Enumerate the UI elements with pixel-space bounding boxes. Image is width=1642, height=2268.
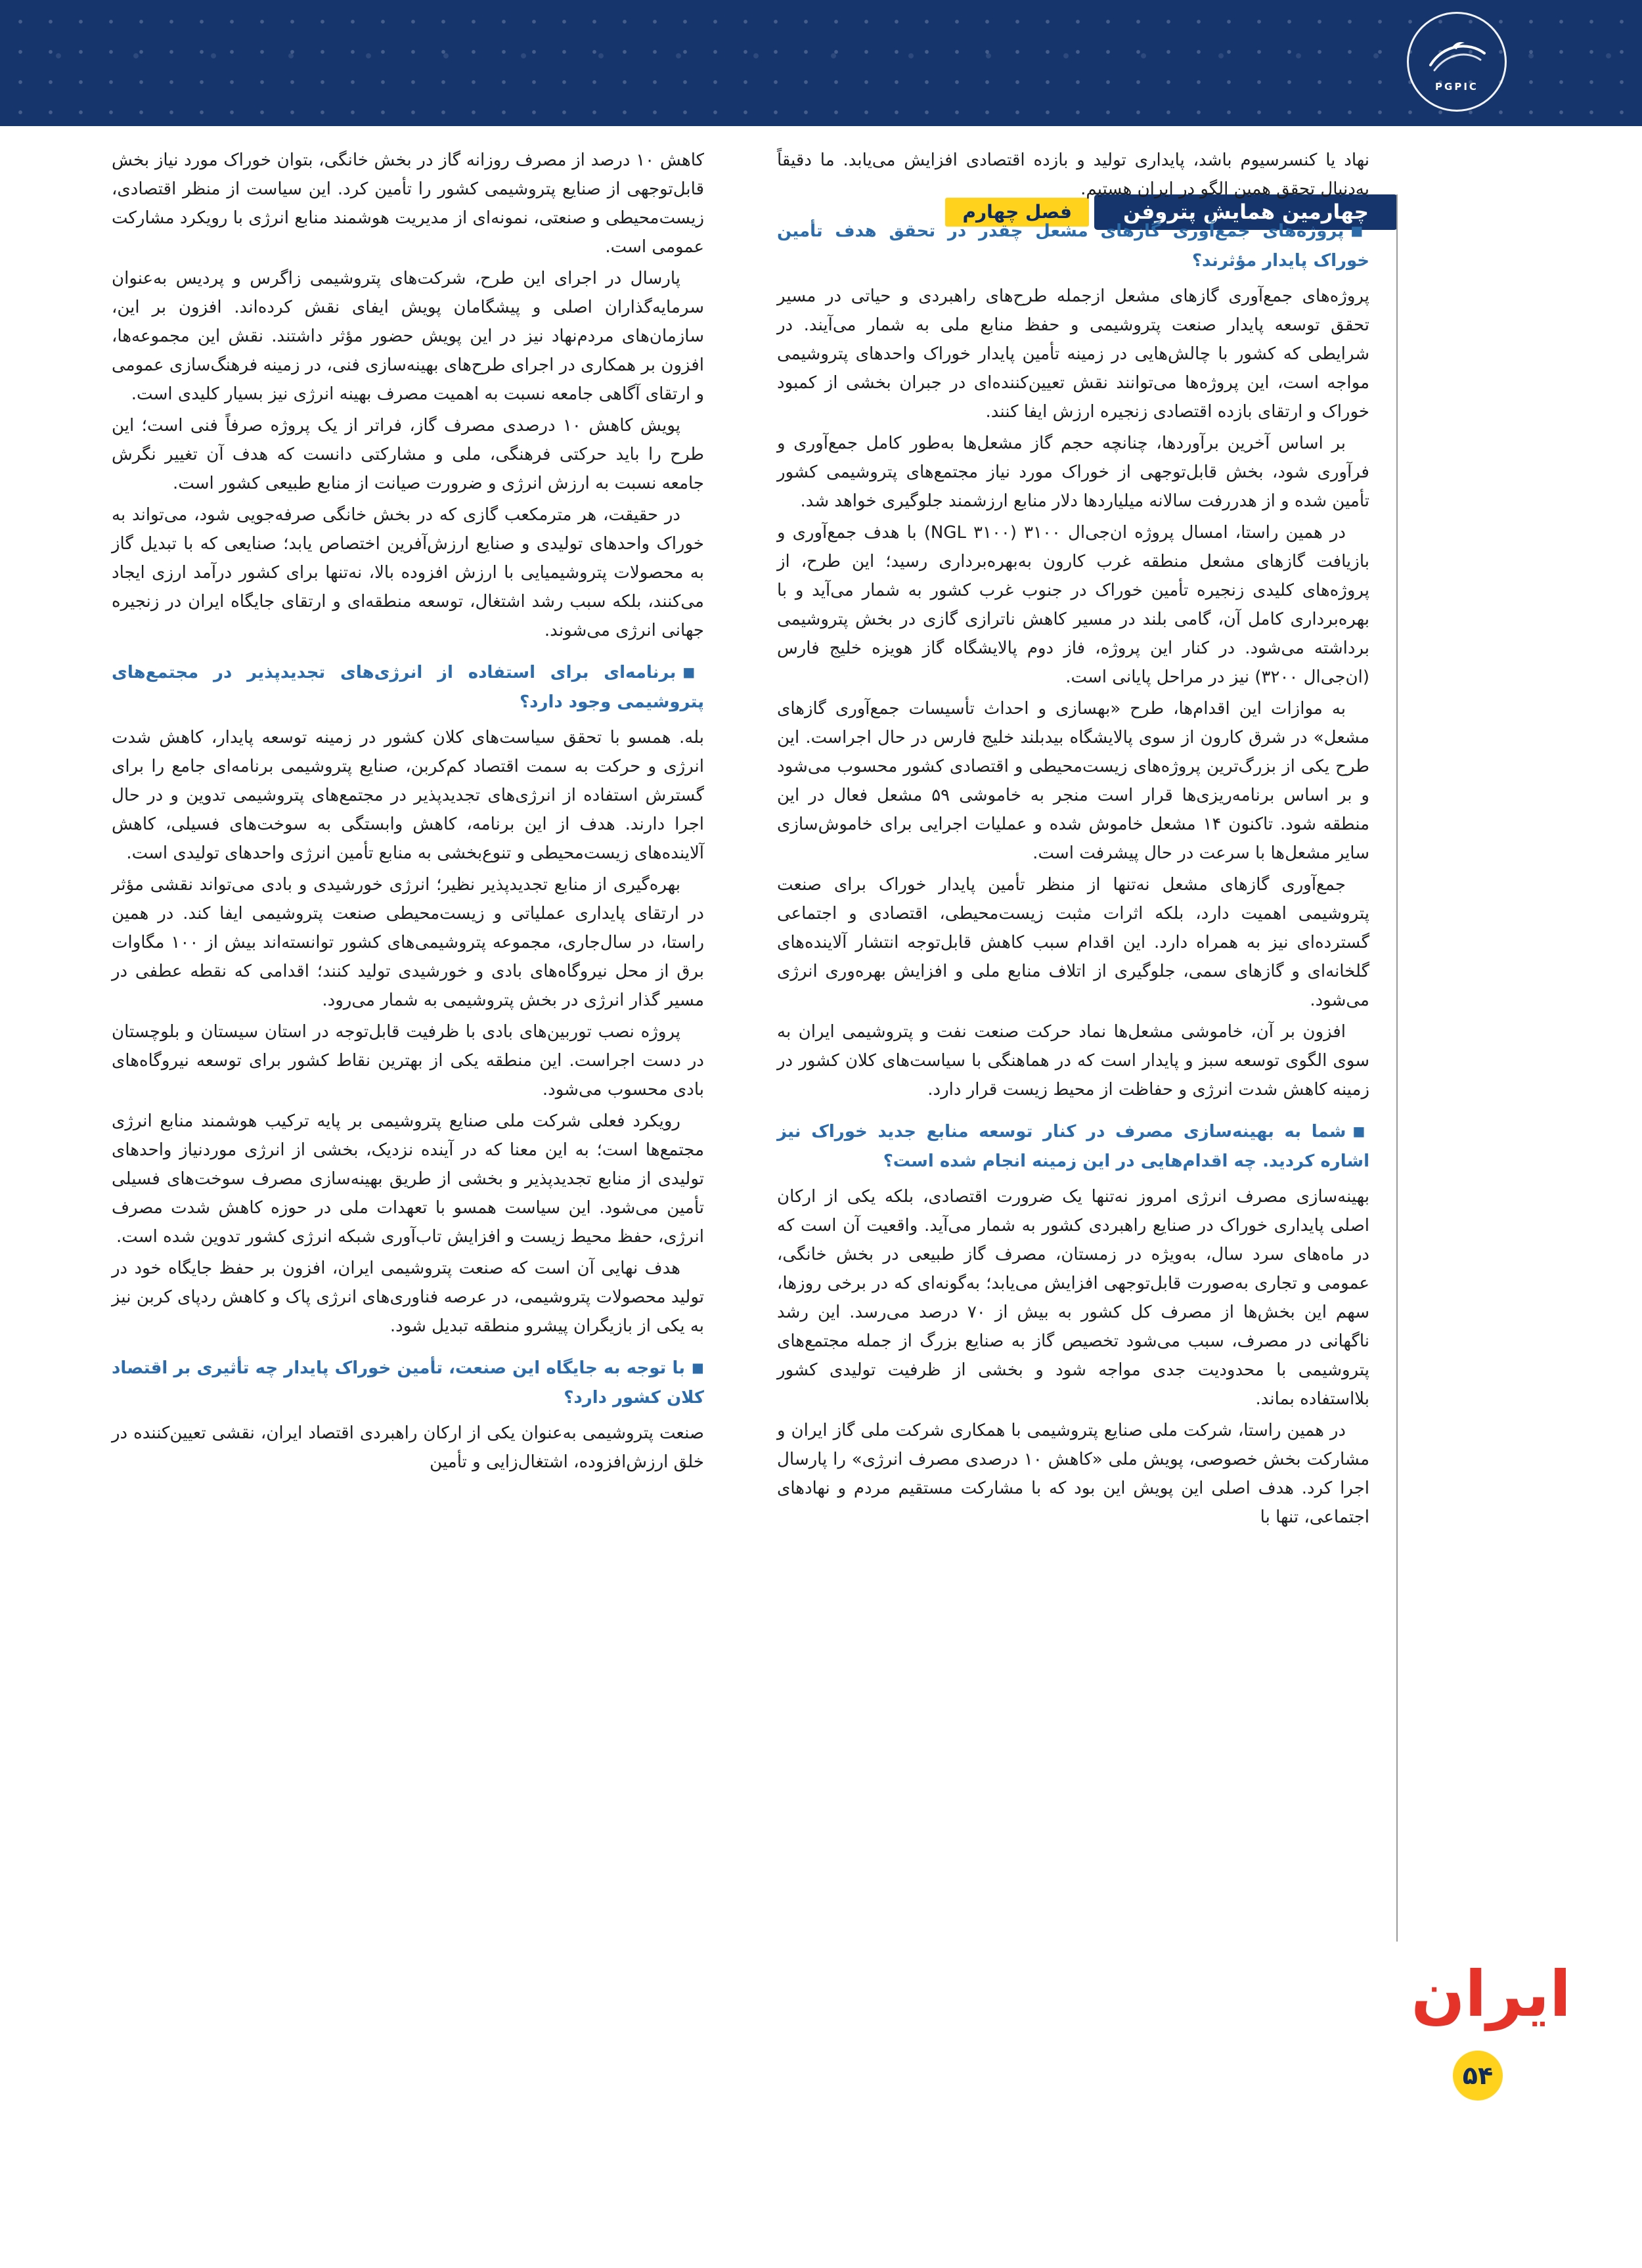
article-paragraph: جمع‌آوری گازهای مشعل نه‌تنها از منظر تأمین پایدار خوراک برای صنعت پتروشیمی اهمیت دارد، بلکه اثرات مثبت زیست‌محیطی، اقتصادی و اجتماعی گسترده‌ای نیز به همراه دارد. این اقدام سبب کاهش قابل‌توجه انتشار آلاینده‌های گلخانه‌ای و گازهای سمی، جلوگیری از اتلاف منابع ملی و افزایش بهره‌وری انرژی می‌شود. xyxy=(777,875,1369,1010)
article-paragraph: نهاد یا کنسرسیوم باشد، پایداری تولید و بازده اقتصادی افزایش می‌یابد. ما دقیقاً به‌دنبال تحقق همین الگو در ایران هستیم. xyxy=(777,150,1369,199)
square-bullet-icon: ■ xyxy=(1352,1123,1369,1139)
square-bullet-icon: ■ xyxy=(691,1360,704,1375)
page-number-badge xyxy=(1453,2051,1503,2101)
article-paragraph: بهینه‌سازی مصرف انرژی امروز نه‌تنها یک ضرورت اقتصادی، بلکه یکی از ارکان اصلی پایداری خوراک در صنایع راهبردی کشور به شمار می‌آید. واقعیت آن است که در ماه‌های سرد سال، به‌ویژه در زمستان، مصرف گاز طبیعی در بخش خانگی، عمومی و تجاری به‌صورت قابل‌توجهی افزایش می‌یابد؛ به‌گونه‌ای که در برخی روزها، سهم این بخش‌ها از مصرف کل کشور به بیش از ۷۰ درصد می‌رسد. این رشد ناگهانی در مصرف، سبب می‌شود تخصیص گاز به صنایع بزرگ از جمله مجتمع‌های پتروشیمی با محدودیت جدی مواجه شود و بخشی از ظرفیت تولیدی کشور بلااستفاده بماند. xyxy=(777,1187,1369,1409)
pgpic-logo-mark xyxy=(1425,31,1488,79)
question-text: شما به بهینه‌سازی مصرف در کنار توسعه منابع جدید خوراک نیز اشاره کردید. چه اقدام‌هایی در این زمینه انجام شده است؟ xyxy=(777,1122,1369,1171)
article-paragraph: در حقیقت، هر مترمکعب گازی که در بخش خانگی صرفه‌جویی شود، می‌تواند به خوراک واحدهای تولیدی و صنایع ارزش‌آفرین اختصاص یابد؛ صنایعی که با تبدیل گاز به محصولات پتروشیمیایی با ارزش افزوده بالا، نه‌تنها برای کشور درآمد ارزی ایجاد می‌کنند، بلکه سبب رشد اشتغال، توسعه منطقه‌ای و ارتقای جایگاه ایران در زنجیره جهانی انرژی می‌شوند. xyxy=(112,505,704,640)
pgpic-acronym: PGPIC xyxy=(1435,81,1478,93)
article-paragraph: در همین راستا، امسال پروژه ان‌جی‌ال ۳۱۰۰ (NGL ۳۱۰۰) با هدف جمع‌آوری و بازیافت گازهای مشعل منطقه غرب کارون به‌بهره‌برداری رسید؛ این طرح، از پروژه‌های کلیدی زنجیره تأمین خوراک در جنوب غرب کشور به شمار می‌آید و با بهره‌برداری کامل آن، گامی بلند در مسیر کاهش ناترازی گازی در بخش پتروشیمی برداشته می‌شود. در کنار این پروژه، فاز دوم پالایشگاه گاز هویزه خلیج فارس (ان‌جی‌ال ۳۲۰۰) نیز در مراحل پایانی است. xyxy=(777,523,1369,687)
question-text: پروژه‌های جمع‌آوری گازهای مشعل چقدر در تحقق هدف تأمین خوراک پایدار مؤثرند؟ xyxy=(777,221,1369,271)
article-paragraph: به موازات این اقدام‌ها، طرح «بهسازی و احداث تأسیسات جمع‌آوری گازهای مشعل» در شرق کارون از سوی پالایشگاه بیدبلند خلیج فارس در حال اجراست. این طرح یکی از بزرگ‌ترین پروژه‌های زیست‌محیطی و اقتصادی کشور محسوب می‌شود و بر اساس برنامه‌ریزی‌ها قرار است منجر به خاموشی ۵۹ مشعل فعال در این منطقه شود. تاکنون ۱۴ مشعل خاموش شده و عملیات اجرایی برای خاموش‌سازی سایر مشعل‌ها با سرعت در حال پیشرفت است. xyxy=(777,699,1370,863)
article-paragraph: رویکرد فعلی شرکت ملی صنایع پتروشیمی بر پایه ترکیب هوشمند منابع انرژی مجتمع‌ها است؛ به این معنا که در آینده نزدیک، بخشی از انرژی موردنیاز واحدهای تولیدی از منابع تجدیدپذیر و بخشی از طریق بهینه‌سازی مصرف سوخت‌های فسیلی تأمین می‌شود. این سیاست همسو با تعهدات ملی در حوزه کاهش شدت مصرف انرژی، حفظ محیط زیست و افزایش تاب‌آوری شبکه انرژی کشور تدوین شده است. xyxy=(112,1111,704,1247)
article-paragraph: کاهش ۱۰ درصد از مصرف روزانه گاز در بخش خانگی، بتوان خوراک مورد نیاز بخش قابل‌توجهی از صنایع پتروشیمی کشور را تأمین کرد. این سیاست از منظر اقتصادی، زیست‌محیطی و صنعتی، نمونه‌ای از مدیریت هوشمند منابع انرژی با رویکرد مشارکت عمومی است. xyxy=(112,150,704,257)
article-paragraph: پروژه نصب توربین‌های بادی با ظرفیت قابل‌توجه در استان سیستان و بلوچستان در دست اجراست. این منطقه یکی از بهترین نقاط کشور برای توسعه نیروگاه‌های بادی محسوب می‌شود. xyxy=(112,1022,704,1100)
pgpic-logo xyxy=(1407,12,1507,112)
article-paragraph: پارسال در اجرای این طرح، شرکت‌های پتروشیمی زاگرس و پردیس به‌عنوان سرمایه‌گذاران اصلی و پیشگامان پویش ایفای نقش کرده‌اند. افزون بر این، سازمان‌های مردم‌نهاد نیز در این پویش حضور مؤثر داشتند. نقش این مجموعه‌ها، افزون بر همکاری در اجرای طرح‌های بهینه‌سازی فنی، در زمینه فرهنگ‌سازی عمومی و ارتقای آگاهی جامعه نسبت به اهمیت مصرف بهینه انرژی نیز بسیار کلیدی است. xyxy=(112,269,704,404)
article-paragraph: بر اساس آخرین برآوردها، چنانچه حجم گاز مشعل‌ها به‌طور کامل جمع‌آوری و فرآوری شود، بخش قابل‌توجهی از خوراک مورد نیاز مجتمع‌های پتروشیمی کشور تأمین شده و از هدررفت سالانه میلیاردها دلار منابع ارزشمند جلوگیری خواهد شد. xyxy=(777,434,1369,511)
square-bullet-icon: ■ xyxy=(1350,223,1369,238)
page-number: ۵۴ xyxy=(1462,2061,1494,2090)
square-bullet-icon: ■ xyxy=(682,664,704,680)
newspaper-logo: ایران xyxy=(1411,1957,1571,2031)
article-paragraph: افزون بر آن، خاموشی مشعل‌ها نماد حرکت صنعت نفت و پتروشیمی ایران به سوی الگوی توسعه سبز و پایدار است که در هماهنگی با سیاست‌های کلان کشور در زمینه کاهش شدت انرژی و حفاظت از محیط زیست قرار دارد. xyxy=(777,1022,1369,1100)
question-text: با توجه به جایگاه این صنعت، تأمین خوراک پایدار چه تأثیری بر اقتصاد کلان کشور دارد؟ xyxy=(112,1358,704,1408)
article-paragraph: پروژه‌های جمع‌آوری گازهای مشعل ازجمله طرح‌های راهبردی و حیاتی در مسیر تحقق توسعه پایدار صنعت پتروشیمی و حفظ منابع ملی به شمار می‌آیند. در شرایطی که کشور با چالش‌هایی در زمینه تأمین پایدار خوراک واحدهای پتروشیمی مواجه است، این پروژه‌ها می‌توانند نقش تعیین‌کننده‌ای در جبران بخشی از کمبود خوراک و ارتقای بازده اقتصادی زنجیره ارزش ایفا کنند. xyxy=(777,286,1369,422)
article-paragraph: بله. همسو با تحقق سیاست‌های کلان کشور در زمینه توسعه پایدار، کاهش شدت انرژی و حرکت به سمت اقتصاد کم‌کربن، صنایع پتروشیمی برنامه‌ای جامع را برای گسترش استفاده از انرژی‌های تجدیدپذیر در مجتمع‌های پتروشیمی تدوین و در حال اجرا دارند. هدف از این برنامه، کاهش وابستگی به سوخت‌های فسیلی، کاهش آلاینده‌های زیست‌محیطی و تنوع‌بخشی به منابع تأمین انرژی واحدهای تولیدی است. xyxy=(112,728,704,863)
article-paragraph: هدف نهایی آن است که صنعت پتروشیمی ایران، افزون بر حفظ جایگاه خود در تولید محصولات پتروشیمی، در عرصه فناوری‌های انرژی پاک و کاهش ردپای کربن نیز به یکی از بازیگران پیشرو منطقه تبدیل شود. xyxy=(112,1258,704,1336)
article-paragraph: در همین راستا، شرکت ملی صنایع پتروشیمی با همکاری شرکت ملی گاز ایران و مشارکت بخش خصوصی، پویش ملی «کاهش ۱۰ درصدی مصرف انرژی» را پارسال اجرا کرد. هدف اصلی این پویش این بود که با مشارکت مستقیم مردم و نهادهای اجتماعی، تنها با xyxy=(777,1421,1370,1527)
article-column-left xyxy=(112,146,704,1479)
question-heading xyxy=(777,1117,1369,1176)
question-heading xyxy=(777,217,1369,275)
article-column-right xyxy=(777,146,1369,1534)
article-paragraph: صنعت پتروشیمی به‌عنوان یکی از ارکان راهبردی اقتصاد ایران، نقشی تعیین‌کننده در خلق ارزش‌افزوده، اشتغال‌زایی و تأمین xyxy=(112,1423,704,1472)
question-heading xyxy=(112,658,704,717)
question-heading xyxy=(112,1354,704,1412)
column-divider xyxy=(1396,194,1398,1942)
chapter-label: فصل چهارم xyxy=(945,198,1088,227)
article-paragraph: بهره‌گیری از منابع تجدیدپذیر نظیر؛ انرژی خورشیدی و بادی می‌تواند نقشی مؤثر در ارتقای پایداری عملیاتی و زیست‌محیطی صنعت پتروشیمی ایفا کند. در همین راستا، در سال‌جاری، مجموعه پتروشیمی‌های کشور توانسته‌اند بیش از ۱۰۰ مگاوات برق از محل نیروگاه‌های بادی و خورشیدی تولید کنند؛ اقدامی که نقطه عطفی در مسیر گذار انرژی در بخش پتروشیمی به شمار می‌رود. xyxy=(112,875,704,1010)
question-text: برنامه‌ای برای استفاده از انرژی‌های تجدیدپذیر در مجتمع‌های پتروشیمی وجود دارد؟ xyxy=(112,663,704,712)
conference-title: چهارمین همایش پتروفن xyxy=(1094,194,1398,230)
top-band xyxy=(0,0,1642,126)
article-paragraph: پویش کاهش ۱۰ درصدی مصرف گاز، فراتر از یک پروژه صرفاً فنی است؛ این طرح را باید حرکتی فرهنگی، ملی و مشارکتی دانست که هدف آن تغییر نگرش جامعه نسبت به ارزش انرژی و ضرورت صیانت از منابع طبیعی کشور است. xyxy=(112,416,704,493)
